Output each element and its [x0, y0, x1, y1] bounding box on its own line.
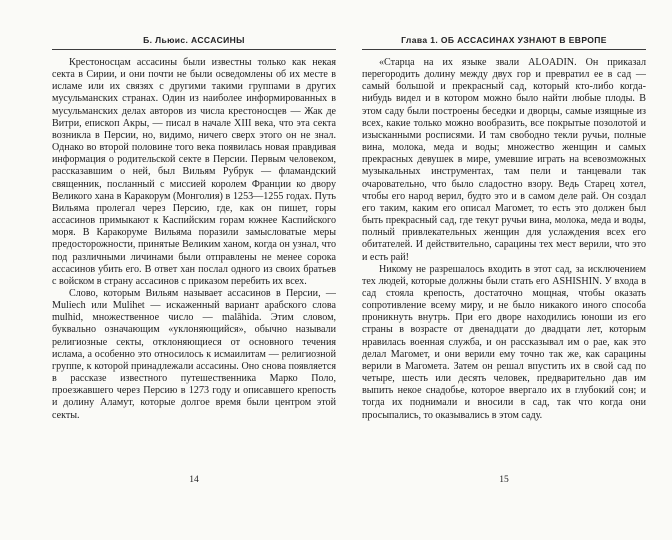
header-rule-left — [52, 49, 336, 50]
page-number-left: 14 — [189, 475, 199, 485]
paragraph: Крестоносцам ассасины были известны только как некая секта в Сирии, и они почти не были осведомлены об их месте в исламе или их связях с другими такими группами в других мусульманских странах. Один из наиболее информированных в мусульманских делах авторов из числа крестоносцев — Жак де Витри, епископ Акры, — писал в начале XIII века, что эта секта возникла в Персии, но, видимо, ничего сверх этого он не знал. Однако во второй половине того века появилась новая правдивая информация о родительской секте в Персии. Первым человеком, рассказавшим о ней, был Вильям Рубрук — фламандский священник, посланный с миссией королем Франции ко двору Великого хана в Каракорум (Монголия) в 1253—1255 годах. Путь Вильяма пролегал через Персию, где, как он пишет, горы ассасинов примыкают к Каспийским горам южнее Каспийского моря. В Каракоруме Вильяма поразили замысловатые меры предосторожности, принятые Великим ханом, когда он узнал, что под различными личинами были отправлены не менее сорока ассасинов убить его. В ответ хан послал одного из своих братьев с войском в страну ассасинов с приказом перебить их всех. — [52, 57, 336, 287]
left-page-body — [52, 57, 336, 471]
right-page-body — [362, 57, 646, 471]
page-number-right: 15 — [499, 475, 509, 485]
right-page — [362, 0, 646, 540]
paragraph: Никому не разрешалось входить в этот сад, за исключением тех людей, которые должны были стать его ASHISHIN. У входа в сад стояла крепость, достаточно мощная, чтобы оказать сопротивление всему миру, и не было никакого иного способа проникнуть внутрь. При его дворе находились юноши из его страны в возрасте от двенадцати до двадцати лет, которым нравилась военная служба, и он рассказывал им о рае, как это делал Магомет, и они верили ему точно так же, как сарацины верили в Магомета. Затем он решал впустить их в свой сад по четыре, шесть или десять человек, предварительно дав им выпить некое снадобье, которое ввергало их в глубокий сон; и тогда их поднимали и вносили в сад, так что когда они просыпались, то оказывались в этом саду. — [362, 263, 646, 421]
paragraph: Слово, которым Вильям называет ассасинов в Персии, — Muliech или Mulihet — искаженный вариант арабского слова mulhid, множественное число — malāhida. Этим словом, буквально означающим «уклоняющийся», обычно называли религиозные секты, отклоняющиеся от основного течения ислама, а особенно это относилось к исмаилитам — религиозной группе, к которой принадлежали ассасины. Оно снова появляется в рассказе известного путешественника Марко Поло, проезжавшего через Персию в 1273 году и описавшего крепость и долину Аламут, которые долгое время были центром этой секты. — [52, 287, 336, 421]
paragraph: «Старца на их языке звали ALOADIN. Он приказал перегородить долину между двух гор и превратил ее в сад — самый большой и прекрасный сад, который кто-либо когда-нибудь видел и в котором можно было найти любые плоды. В этом саду были построены беседки и дворцы, самые изящные из всех, какие только можно вообразить, все покрытые позолотой и изысканными росписями. И там свободно текли ручьи, полные вина, молока, меда и воды; множество женщин и самых прекрасных девушек в мире, умевшие играть на всевозможных музыкальных инструментах, там пели и танцевали так очаровательно, что было сладостно взору. Ведь Старец хотел, чтобы его народ верил, будто это и в самом деле рай. Он создал его таким, каким его описал Магомет, то есть это должен был быть прекрасный сад, где текут ручьи вина, молока, меда и воды, полный привлекательных женщин для услаждения всех его обитателей. И действительно, сарацины тех мест верили, что это и есть рай! — [362, 57, 646, 263]
left-page — [52, 0, 336, 540]
header-rule-right — [362, 49, 646, 50]
running-header-left: Б. Льюис. АССАСИНЫ — [143, 35, 245, 45]
running-header-right: Глава 1. ОБ АССАСИНАХ УЗНАЮТ В ЕВРОПЕ — [401, 35, 607, 45]
